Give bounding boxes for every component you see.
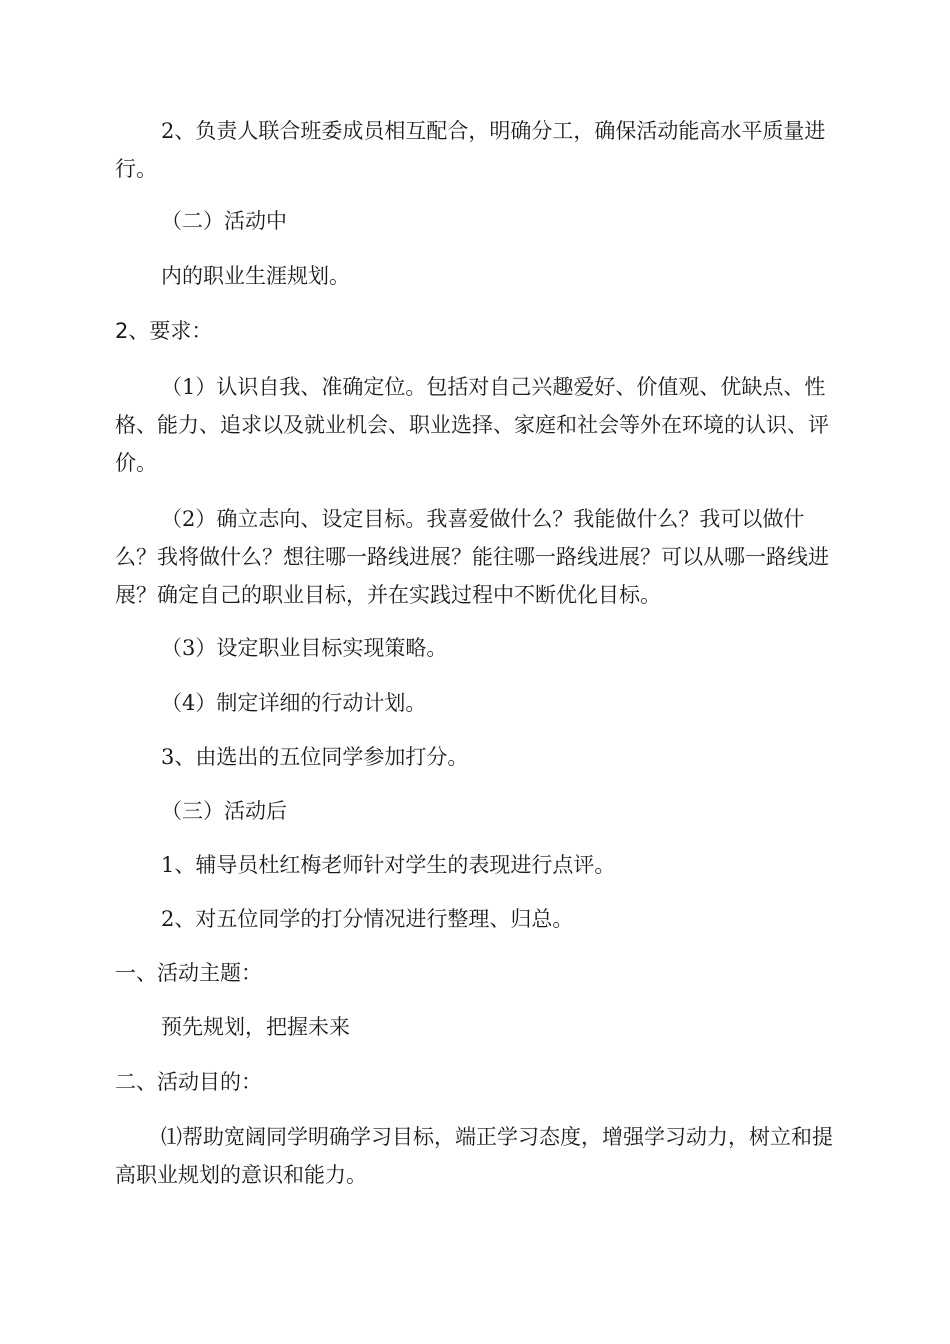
paragraph-requirement-4: （4）制定详细的行动计划。 [161,691,427,715]
heading-after-activity: （三）活动后 [161,799,287,823]
paragraph-requirement-2: （2）确立志向、设定目标。我喜爱做什么？我能做什么？我可以做什么？我将做什么？想往哪一路线进展？能往哪一路线进展？可以从哪一路线进展？确定自己的职业目标，并在实践过程中不断优化目标。 [115,507,829,607]
heading-requirements: 2、要求： [115,319,213,343]
paragraph-requirement-3: （3）设定职业目标实现策略。 [161,636,448,660]
heading-activity-purpose: 二、活动目的： [115,1070,262,1094]
heading-during-activity: （二）活动中 [161,209,287,233]
paragraph-scoring: 3、由选出的五位同学参加打分。 [161,745,469,769]
heading-activity-theme: 一、活动主题： [115,961,262,985]
paragraph-theme-text: 预先规划，把握未来 [161,1015,350,1039]
paragraph-counselor-review: 1、辅导员杜红梅老师针对学生的表现进行点评。 [161,853,616,877]
paragraph-responsibility-cooperation: 2、负责人联合班委成员相互配合，明确分工，确保活动能高水平质量进行。 [115,119,826,181]
paragraph-career-planning: 内的职业生涯规划。 [161,264,350,288]
paragraph-score-summary: 2、对五位同学的打分情况进行整理、归总。 [161,907,574,931]
paragraph-requirement-1: （1）认识自我、准确定位。包括对自己兴趣爱好、价值观、优缺点、性格、能力、追求以及就业机会、职业选择、家庭和社会等外在环境的认识、评价。 [115,375,829,475]
paragraph-purpose-1: ⑴帮助宽阔同学明确学习目标，端正学习态度，增强学习动力，树立和提高职业规划的意识和能力。 [115,1125,833,1187]
